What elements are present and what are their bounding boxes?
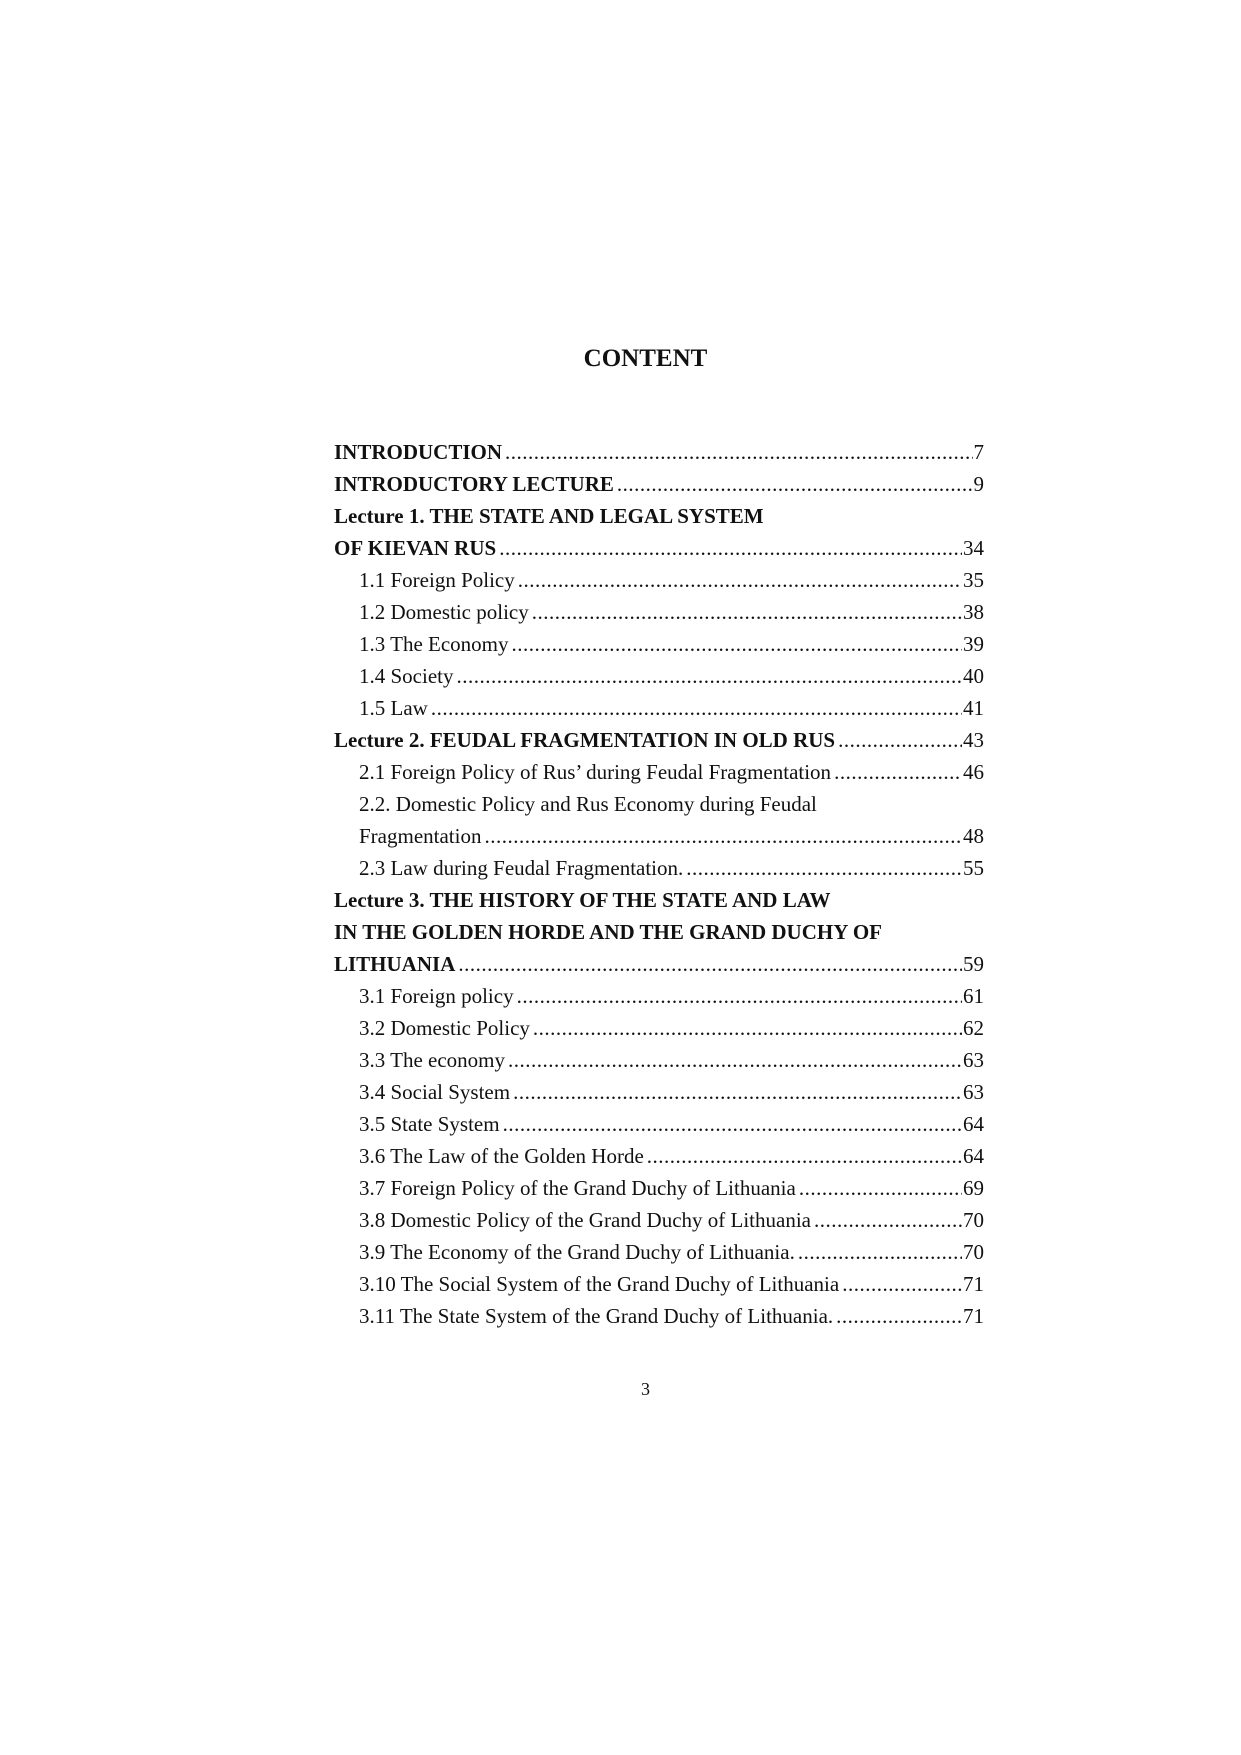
toc-entry[interactable] [334, 1108, 984, 1140]
toc-entry-page: 70 [963, 1208, 984, 1232]
toc-entry-title: 3.4 Social System [359, 1080, 511, 1104]
toc-entry-title: 3.3 The economy [359, 1048, 505, 1072]
dot-leader [838, 724, 962, 756]
toc-entry[interactable] [334, 436, 984, 468]
toc-entry-page: 62 [963, 1016, 984, 1040]
toc-entry-title: 2.3 Law during Feudal Fragmentation. [359, 856, 684, 880]
toc-entry[interactable] [334, 1268, 984, 1300]
toc-entry[interactable] [334, 980, 984, 1012]
table-of-contents [334, 436, 984, 1332]
toc-entry[interactable] [334, 500, 984, 532]
dot-leader [533, 1012, 962, 1044]
dot-leader [686, 852, 962, 884]
dot-leader [798, 1236, 962, 1268]
toc-entry[interactable] [334, 852, 984, 884]
dot-leader [834, 756, 962, 788]
toc-entry-page: 59 [963, 952, 984, 976]
toc-entry-title: 2.1 Foreign Policy of Rus’ during Feudal Fragmentation [359, 760, 832, 784]
toc-entry-page: 48 [963, 824, 984, 848]
toc-entry-page: 35 [963, 568, 984, 592]
toc-entry-page: 43 [963, 728, 984, 752]
toc-entry-title: INTRODUCTORY LECTURE [334, 472, 614, 496]
toc-entry-page: 64 [963, 1144, 984, 1168]
page-title: CONTENT [583, 345, 708, 372]
toc-entry[interactable] [334, 532, 984, 564]
toc-entry[interactable] [334, 596, 984, 628]
toc-entry-page: 63 [963, 1048, 984, 1072]
dot-leader [842, 1268, 962, 1300]
toc-entry-title: 2.2. Domestic Policy and Rus Economy during Feudal [359, 792, 817, 816]
toc-entry-page: 46 [963, 760, 984, 784]
toc-entry-title: 3.2 Domestic Policy [359, 1016, 530, 1040]
toc-entry-title: Lecture 2. FEUDAL FRAGMENTATION IN OLD RUS [334, 728, 836, 752]
toc-entry-title: 1.4 Society [359, 664, 454, 688]
toc-entry-page: 61 [963, 984, 984, 1008]
toc-entry[interactable] [334, 1300, 984, 1332]
dot-leader [836, 1300, 962, 1332]
toc-entry-page: 55 [963, 856, 984, 880]
toc-entry-title: LITHUANIA [334, 952, 456, 976]
toc-entry[interactable] [334, 1236, 984, 1268]
dot-leader [517, 980, 962, 1012]
toc-entry[interactable] [334, 788, 984, 820]
dot-leader [617, 468, 973, 500]
toc-entry-title: 1.1 Foreign Policy [359, 568, 515, 592]
toc-entry-title: INTRODUCTION [334, 440, 503, 464]
toc-entry-page: 39 [963, 632, 984, 656]
toc-entry-title: 3.6 The Law of the Golden Horde [359, 1144, 644, 1168]
toc-entry-page: 41 [963, 696, 984, 720]
dot-leader [499, 532, 962, 564]
toc-entry-title: 3.5 State System [359, 1112, 500, 1136]
toc-entry-page: 69 [963, 1176, 984, 1200]
toc-entry[interactable] [334, 564, 984, 596]
toc-entry[interactable] [334, 884, 984, 916]
dot-leader [431, 692, 962, 724]
dot-leader [503, 1108, 962, 1140]
toc-entry-page: 71 [963, 1304, 984, 1328]
toc-entry-page: 71 [963, 1272, 984, 1296]
toc-entry-title: Lecture 1. THE STATE AND LEGAL SYSTEM [334, 504, 764, 528]
toc-entry-page: 63 [963, 1080, 984, 1104]
toc-entry[interactable] [334, 1172, 984, 1204]
toc-entry[interactable] [334, 820, 984, 852]
toc-entry[interactable] [334, 724, 984, 756]
dot-leader [508, 1044, 962, 1076]
toc-entry-title: 3.10 The Social System of the Grand Duchy of Lithuania [359, 1272, 840, 1296]
toc-entry[interactable] [334, 916, 984, 948]
toc-entry-title: 1.2 Domestic policy [359, 600, 529, 624]
toc-entry[interactable] [334, 1204, 984, 1236]
dot-leader [799, 1172, 962, 1204]
toc-entry[interactable] [334, 628, 984, 660]
toc-entry[interactable] [334, 756, 984, 788]
toc-entry-title: 3.1 Foreign policy [359, 984, 514, 1008]
toc-entry[interactable] [334, 1140, 984, 1172]
toc-entry[interactable] [334, 948, 984, 980]
toc-entry-title: Lecture 3. THE HISTORY OF THE STATE AND LAW [334, 888, 831, 912]
page-number: 3 [641, 1379, 650, 1399]
toc-entry-page: 38 [963, 600, 984, 624]
toc-entry-title: 3.9 The Economy of the Grand Duchy of Lithuania. [359, 1240, 795, 1264]
toc-entry-title: 3.7 Foreign Policy of the Grand Duchy of Lithuania [359, 1176, 796, 1200]
dot-leader [505, 436, 972, 468]
dot-leader [484, 820, 962, 852]
dot-leader [532, 596, 962, 628]
toc-entry[interactable] [334, 1044, 984, 1076]
toc-entry-page: 70 [963, 1240, 984, 1264]
toc-entry-page: 40 [963, 664, 984, 688]
toc-entry-title: 1.3 The Economy [359, 632, 509, 656]
toc-entry-page: 7 [973, 440, 984, 464]
toc-entry-title: 1.5 Law [359, 696, 428, 720]
toc-entry[interactable] [334, 1076, 984, 1108]
toc-entry[interactable] [334, 660, 984, 692]
dot-leader [458, 948, 962, 980]
toc-entry-title: Fragmentation [359, 824, 482, 848]
toc-entry-page: 9 [973, 472, 984, 496]
toc-entry-title: 3.11 The State System of the Grand Duchy of Lithuania. [359, 1304, 834, 1328]
toc-entry-page: 34 [963, 536, 984, 560]
dot-leader [647, 1140, 962, 1172]
toc-entry[interactable] [334, 692, 984, 724]
toc-entry[interactable] [334, 1012, 984, 1044]
dot-leader [518, 564, 962, 596]
toc-entry-title: 3.8 Domestic Policy of the Grand Duchy of Lithuania [359, 1208, 811, 1232]
dot-leader [513, 1076, 962, 1108]
toc-entry-page: 64 [963, 1112, 984, 1136]
dot-leader [814, 1204, 962, 1236]
dot-leader [512, 628, 962, 660]
toc-entry-title: OF KIEVAN RUS [334, 536, 497, 560]
toc-entry[interactable] [334, 468, 984, 500]
toc-entry-title: IN THE GOLDEN HORDE AND THE GRAND DUCHY OF [334, 920, 883, 944]
dot-leader [457, 660, 963, 692]
